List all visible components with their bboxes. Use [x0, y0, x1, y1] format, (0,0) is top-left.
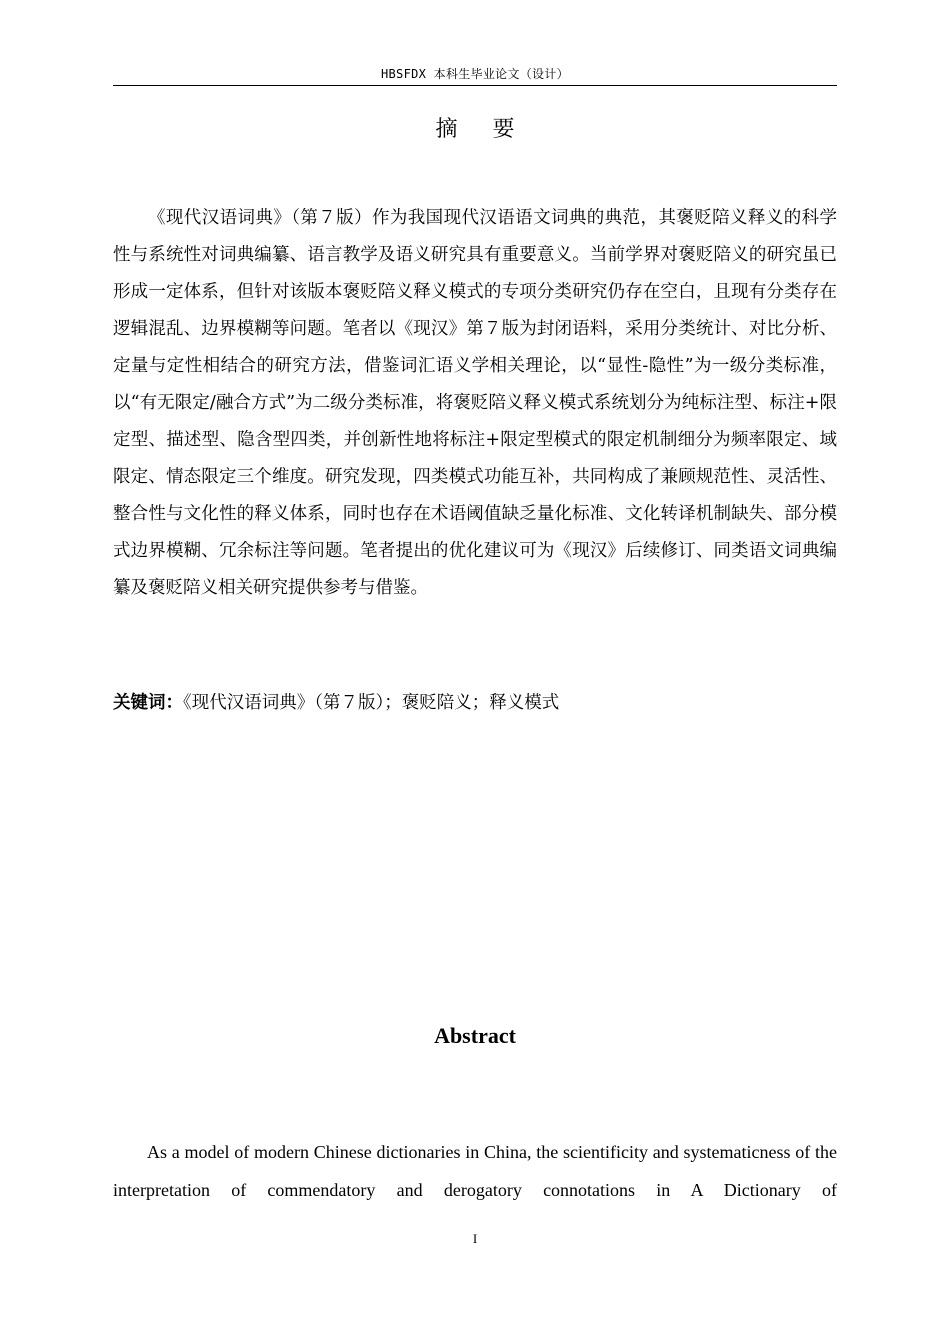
running-header: HBSFDX 本科生毕业论文（设计）: [381, 67, 569, 81]
chinese-abstract-title: 摘 要: [435, 117, 529, 142]
english-abstract-title: Abstract: [434, 1023, 516, 1048]
english-abstract-body: As a model of modern Chinese dictionaries in China, the scientificity and systematicness of the interpretation of commendatory and derogatory connotations in A Dictionary of: [113, 1142, 837, 1200]
chinese-abstract-body: 《现代汉语词典》（第７版）作为我国现代汉语语文词典的典范，其褒贬陪义释义的科学性与系统性对词典编纂、语言教学及语义研究具有重要意义。当前学界对褒贬陪义的研究虽已形成一定体系，但针对该版本褒贬陪义释义模式的专项分类研究仍存在空白，且现有分类存在逻辑混乱、边界模糊等问题。笔者以《现汉》第７版为封闭语料，采用分类统计、对比分析、定量与定性相结合的研究方法，借鉴词汇语义学相关理论，以“显性-隐性”为一级分类标准，以“有无限定/融合方式”为二级分类标准，将褒贬陪义释义模式系统划分为纯标注型、标注+限定型、描述型、隐含型四类，并创新性地将标注+限定型模式的限定机制细分为频率限定、域限定、情态限定三个维度。研究发现，四类模式功能互补，共同构成了兼顾规范性、灵活性、整合性与文化性的释义体系，同时也存在术语阈值缺乏量化标准、文化转译机制缺失、部分模式边界模糊、冗余标注等问题。笔者提出的优化建议可为《现汉》后续修订、同类语文词典编纂及褒贬陪义相关研究提供参考与借鉴。: [113, 208, 837, 598]
keywords-text: 《现代汉语词典》（第７版）；褒贬陪义；释义模式: [183, 693, 560, 713]
header-rule: [113, 85, 837, 86]
page-number: I: [472, 1231, 478, 1246]
chinese-keywords: [113, 685, 837, 722]
keywords-label: 关键词：: [113, 693, 183, 713]
